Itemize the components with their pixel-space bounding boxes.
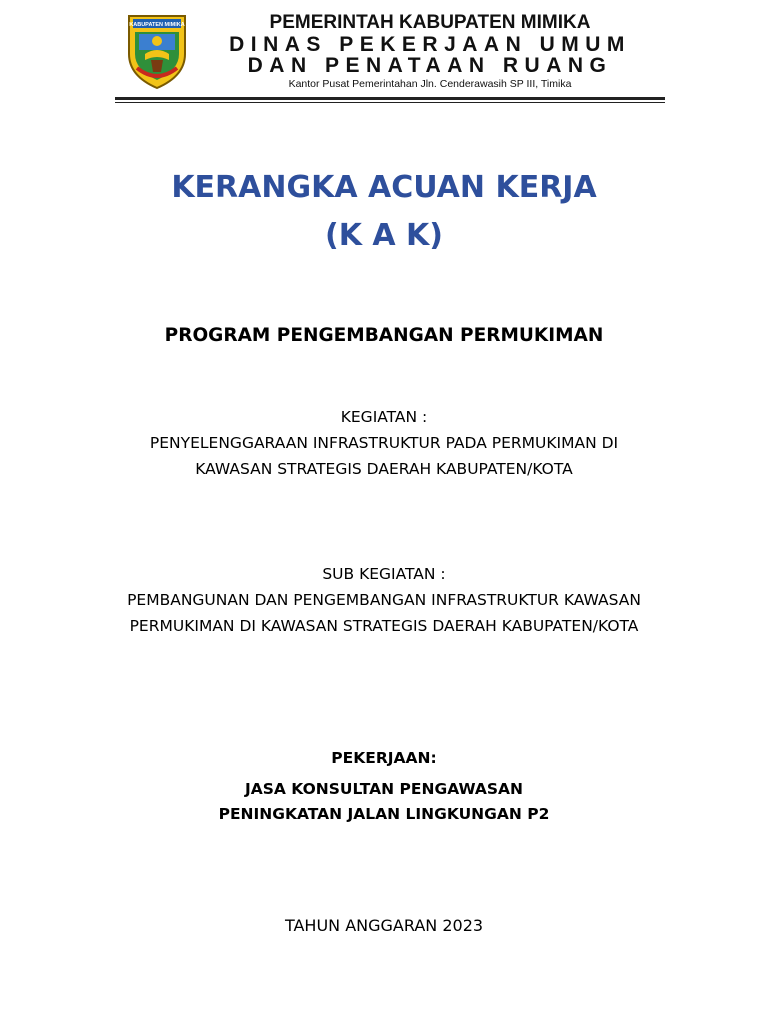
kegiatan-line1: PENYELENGGARAAN INFRASTRUKTUR PADA PERMUKIMAN DI bbox=[149, 434, 619, 452]
title-line2: (K A K) bbox=[324, 218, 444, 253]
letterhead-agency-line2: DAN PENATAAN RUANG bbox=[247, 54, 613, 77]
document-title bbox=[0, 164, 768, 260]
sub-kegiatan-line1: PEMBANGUNAN DAN PENGEMBANGAN INFRASTRUKTUR KAWASAN bbox=[127, 591, 641, 609]
pekerjaan-line2: PENINGKATAN JALAN LINGKUNGAN P2 bbox=[218, 805, 550, 823]
kegiatan-line2: KAWASAN STRATEGIS DAERAH KABUPATEN/KOTA bbox=[195, 460, 573, 478]
letterhead-divider-thin bbox=[115, 102, 665, 103]
regency-emblem-icon bbox=[125, 10, 189, 90]
letterhead-address: Kantor Pusat Pemerintahan Jln. Cenderawasih SP III, Timika bbox=[288, 78, 572, 90]
letterhead-agency-line1: DINAS PEKERJAAN UMUM bbox=[229, 33, 631, 56]
program-heading: PROGRAM PENGEMBANGAN PERMUKIMAN bbox=[164, 325, 604, 346]
svg-text:KABUPATEN MIMIKA: KABUPATEN MIMIKA bbox=[129, 22, 185, 28]
letterhead-government: PEMERINTAH KABUPATEN MIMIKA bbox=[269, 12, 591, 33]
pekerjaan-label: PEKERJAAN: bbox=[331, 749, 437, 767]
kegiatan-label: KEGIATAN : bbox=[340, 408, 428, 426]
letterhead-divider-thick bbox=[115, 97, 665, 100]
sub-kegiatan-line2: PERMUKIMAN DI KAWASAN STRATEGIS DAERAH KABUPATEN/KOTA bbox=[129, 617, 639, 635]
letterhead bbox=[115, 8, 665, 100]
letterhead-text bbox=[195, 12, 665, 92]
sub-kegiatan-label: SUB KEGIATAN : bbox=[322, 565, 446, 583]
sub-kegiatan-section bbox=[0, 561, 768, 639]
budget-year: TAHUN ANGGARAN 2023 bbox=[284, 916, 484, 935]
kegiatan-section bbox=[0, 404, 768, 482]
pekerjaan-line1: JASA KONSULTAN PENGAWASAN bbox=[244, 780, 524, 798]
pekerjaan-section bbox=[0, 777, 768, 827]
title-line1: KERANGKA ACUAN KERJA bbox=[171, 170, 597, 205]
